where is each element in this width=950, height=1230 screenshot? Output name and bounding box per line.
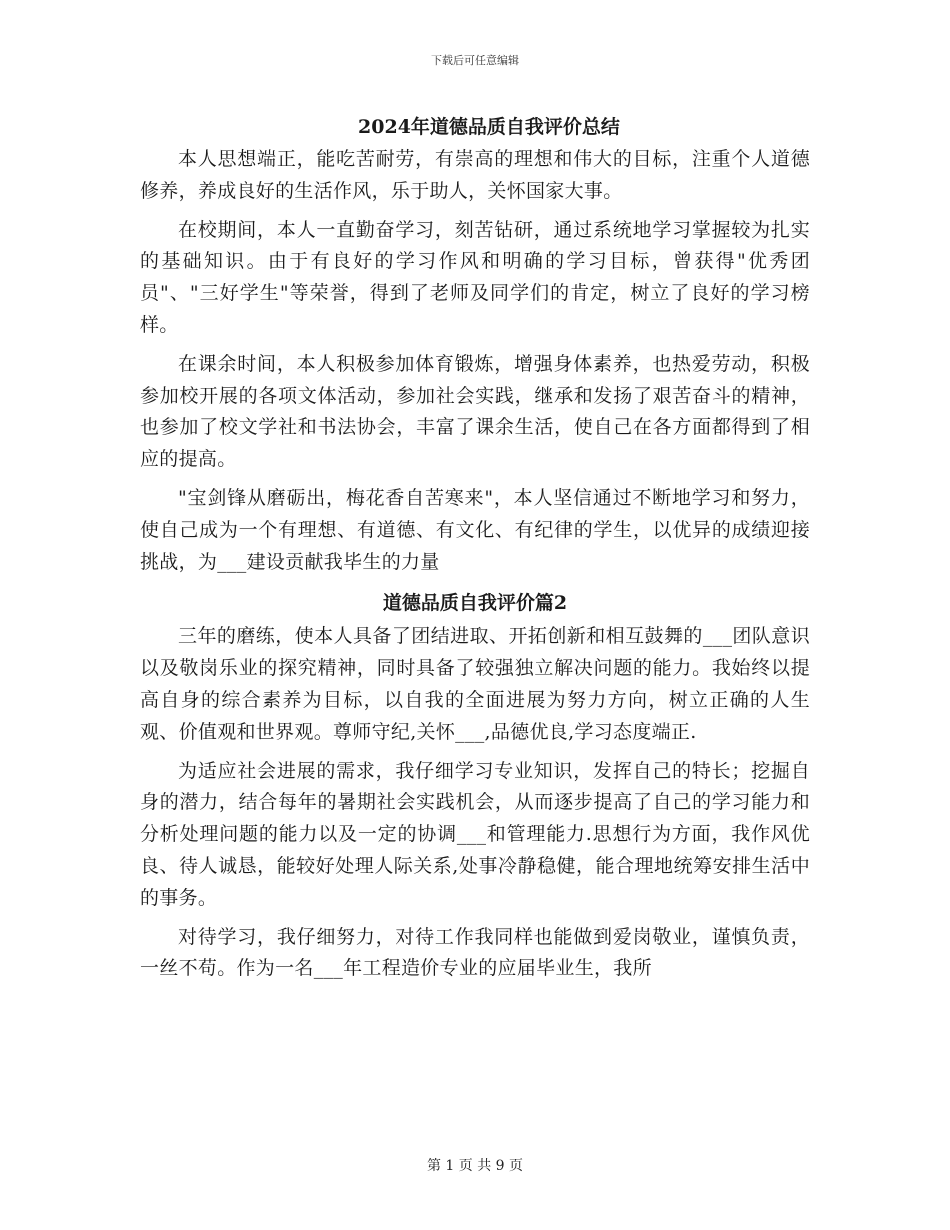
- paragraph: "宝剑锋从磨砺出，梅花香自苦寒来"，本人坚信通过不断地学习和努力，使自己成为一个有理想、有道德、有文化、有纪律的学生，以优异的成绩迎接挑战，为___建设贡献我毕生的力量: [140, 486, 810, 573]
- paragraph: 在校期间，本人一直勤奋学习，刻苦钻研，通过系统地学习掌握较为扎实的基础知识。由于有良好的学习作风和明确的学习目标，曾获得"优秀团员"、"三好学生"等荣誉，得到了老师及同学们的肯定，树立了良好的学习榜样。: [140, 218, 810, 336]
- paragraph: 对待学习，我仔细努力，对待工作我同样也能做到爱岗敬业，谨慎负责，一丝不苟。作为一名___年工程造价专业的应届毕业生，我所: [140, 925, 810, 980]
- paragraph: 在课余时间，本人积极参加体育锻炼，增强身体素养，也热爱劳动，积极参加校开展的各项文体活动，参加社会实践，继承和发扬了艰苦奋斗的精神，也参加了校文学社和书法协会，丰富了课余生活，使自己在各方面都得到了相应的提高。: [140, 352, 810, 471]
- paragraph: 本人思想端正，能吃苦耐劳，有崇高的理想和伟大的目标，注重个人道德修养，养成良好的生活作风，乐于助人，关怀国家大事。: [140, 148, 810, 202]
- section-title: 道德品质自我评价篇2: [382, 592, 568, 615]
- document-body: [140, 110, 810, 992]
- document-title: 2024年道德品质自我评价总结: [358, 116, 620, 138]
- paragraph: 三年的磨练，使本人具备了团结进取、开拓创新和相互鼓舞的___团队意识以及敬岗乐业的探究精神，同时具备了较强独立解决问题的能力。我始终以提高自身的综合素养为目标，以自我的全面进展为努力方向，树立正确的人生观、价值观和世界观。尊师守纪,关怀___,品德优良,学习态度端正.: [140, 625, 810, 743]
- paragraph: 为适应社会进展的需求，我仔细学习专业知识，发挥自己的特长；挖掘自身的潜力，结合每年的暑期社会实践机会，从而逐步提高了自己的学习能力和分析处理问题的能力以及一定的协调___和管理能力.思想行为方面，我作风优良、待人诚恳，能较好处理人际关系,处事冷静稳健，能合理地统筹安排生活中的事务。: [140, 759, 810, 909]
- page-footer: 第 1 页 共 9 页: [426, 1158, 524, 1174]
- page-header: 下载后可任意编辑: [431, 54, 519, 67]
